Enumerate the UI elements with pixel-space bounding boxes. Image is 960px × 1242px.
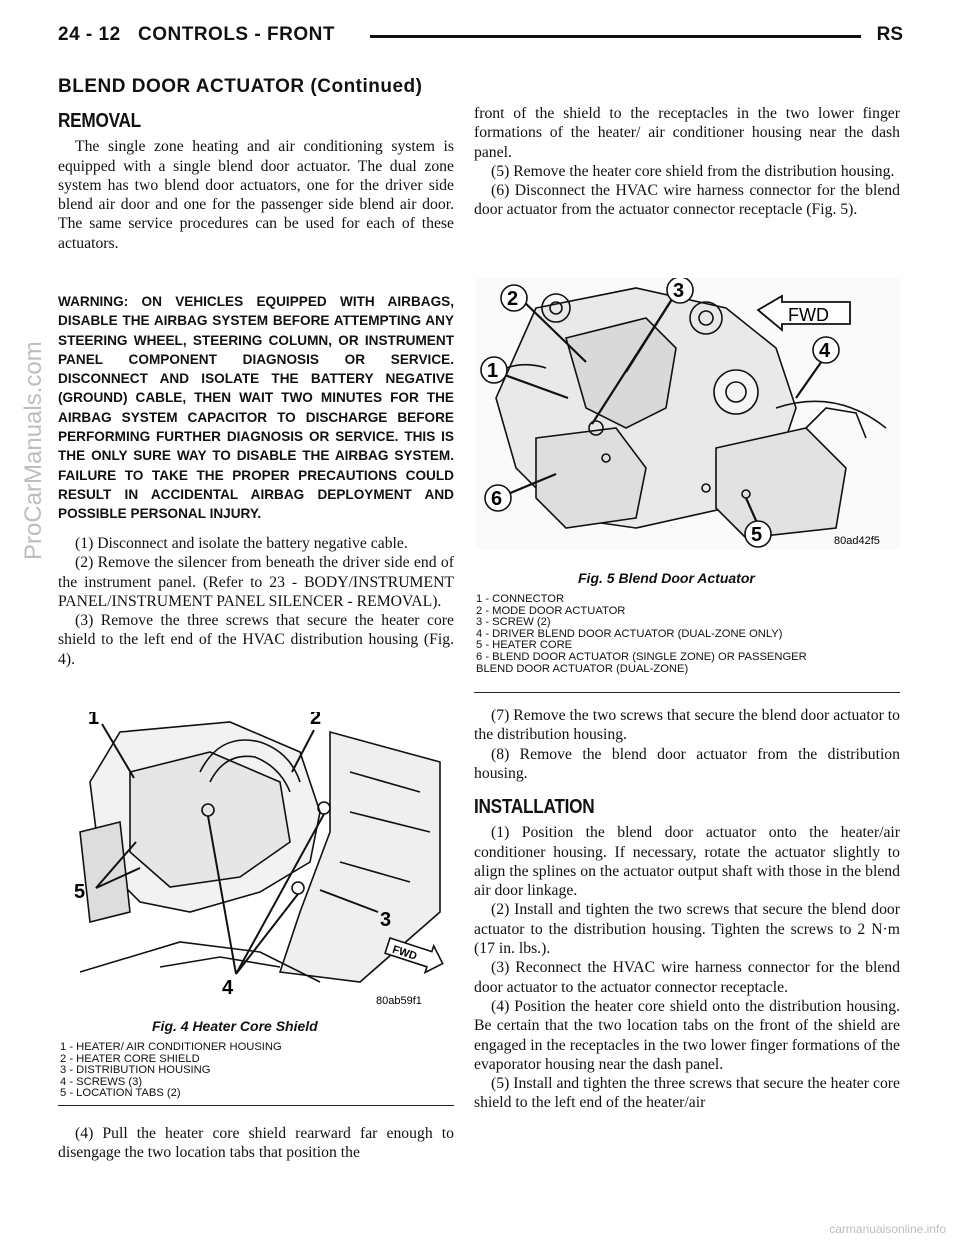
fig4-rule bbox=[58, 1105, 454, 1106]
callout-4: 4 bbox=[222, 977, 234, 999]
step4-continued: front of the shield to the receptacles in the two lower finger formations of the heater/ air conditioner housing near the dash panel. bbox=[474, 105, 900, 161]
header-rule bbox=[370, 35, 861, 38]
callout-5: 5 bbox=[74, 881, 86, 903]
legend-item: 4 - SCREWS (3) bbox=[60, 1075, 143, 1088]
page-label: 24 - 12 CONTROLS - FRONT bbox=[58, 24, 335, 45]
step-item: (4) Pull the heater core shield rearward far enough to disengage the two location tabs that position the bbox=[58, 1125, 454, 1162]
removal-final-steps bbox=[474, 706, 900, 783]
callout-3: 3 bbox=[673, 280, 685, 302]
fwd-label: FWD bbox=[788, 305, 829, 325]
legend-item: 1 - CONNECTOR bbox=[476, 593, 565, 605]
legend-item: 2 - MODE DOOR ACTUATOR bbox=[476, 604, 626, 617]
airbag-warning: WARNING: ON VEHICLES EQUIPPED WITH AIRBAGS, DISABLE THE AIRBAG SYSTEM BEFORE ATTEMPTING ANY STEERING WHEEL, STEERING COLUMN, OR INSTRUMENT PANEL COMPONENT DIAGNOSIS OR SERVICE. DISCONNECT AND ISOLATE THE BATTERY NEGATIVE (GROUND) CABLE, THEN WAIT TWO MINUTES FOR THE AIRBAG SYSTEM CAPACITOR TO DISCHARGE BEFORE PERFORMING FURTHER DIAGNOSIS OR SERVICE. THIS IS THE ONLY SURE WAY TO DISABLE THE AIRBAG SYSTEM. FAILURE TO TAKE THE PROPER PRECAUTIONS COULD RESULT IN ACCIDENTAL AIRBAG DEPLOYMENT AND POSSIBLE PERSONAL INJURY. bbox=[58, 294, 454, 522]
page-header bbox=[58, 24, 903, 52]
step-item: (4) Position the heater core shield onto the distribution housing. Be certain that the two location tabs on the front of the shield are engaged in the receptacles in the two lower finger formations of the evaporator housing near the dash panel. bbox=[474, 997, 900, 1073]
fig5-caption: Fig. 5 Blend Door Actuator bbox=[578, 570, 755, 586]
callout-3: 3 bbox=[380, 909, 392, 931]
step-item: (2) Install and tighten the two screws that secure the blend door actuator to the distribution housing. Tighten the screws to 2 N·m (17 in. lbs.). bbox=[474, 901, 900, 958]
legend-item: BLEND DOOR ACTUATOR (DUAL-ZONE) bbox=[476, 662, 689, 675]
step4-left bbox=[58, 1124, 454, 1163]
step-item: (8) Remove the blend door actuator from the distribution housing. bbox=[474, 745, 900, 782]
removal-column bbox=[58, 112, 454, 253]
page-title: BLEND DOOR ACTUATOR (Continued) bbox=[58, 76, 423, 97]
figure-code: 80ab59f1 bbox=[376, 995, 422, 1007]
side-watermark: ProCarManuals.com bbox=[20, 341, 47, 560]
step-item: (6) Disconnect the HVAC wire harness connector for the blend door actuator from the actuator connector receptacle (Fig. 5). bbox=[474, 182, 900, 219]
figure-heater-core-shield bbox=[60, 712, 452, 1008]
step-item: (5) Remove the heater core shield from the distribution housing. bbox=[491, 162, 895, 180]
callout-2: 2 bbox=[507, 288, 519, 310]
callout-2: 2 bbox=[310, 712, 322, 729]
installation-section bbox=[474, 798, 900, 1113]
removal-heading: REMOVAL bbox=[58, 110, 141, 132]
step-item: (7) Remove the two screws that secure the blend door actuator to the distribution housing. bbox=[474, 707, 900, 744]
model-code: RS bbox=[876, 24, 903, 45]
removal-intro: The single zone heating and air conditioning system is equipped with a single blend door actuator. The dual zone system has two blend door actuators, one for the driver side blend air door and one for the passenger side blend air door. The same service procedures can be used for each of these actuators. bbox=[58, 138, 454, 252]
step-item: (2) Remove the silencer from beneath the driver side end of the instrument panel. (Refer to 23 - BODY/INSTRUMENT PANEL/INSTRUMENT PANEL SILENCER - REMOVAL). bbox=[58, 554, 454, 610]
removal-continued bbox=[474, 104, 900, 220]
legend-item: 5 - LOCATION TABS (2) bbox=[60, 1087, 181, 1100]
footer-watermark: carmanualsonline.info bbox=[829, 1222, 946, 1236]
step-item: (3) Remove the three screws that secure the heater core shield to the left end of the HVAC distribution housing (Fig. 4). bbox=[58, 612, 454, 668]
installation-heading: INSTALLATION bbox=[474, 796, 595, 818]
step-item: (3) Reconnect the HVAC wire harness connector for the blend door actuator to the actuator connector receptacle. bbox=[474, 959, 900, 996]
step-item: (1) Position the blend door actuator onto the heater/air conditioner housing. If necessary, rotate the actuator slightly to align the splines on the actuator output shaft with those in the blend air door linkage. bbox=[474, 824, 900, 900]
legend-item: 5 - HEATER CORE bbox=[476, 639, 573, 652]
callout-4: 4 bbox=[819, 340, 831, 362]
section-name: CONTROLS - FRONT bbox=[138, 24, 335, 45]
step-item: (5) Install and tighten the three screws that secure the heater core shield to the left end of the heater/air bbox=[474, 1075, 900, 1112]
figure-code: 80ad42f5 bbox=[834, 535, 880, 547]
fig5-legend bbox=[476, 594, 807, 675]
legend-item: 1 - HEATER/ AIR CONDITIONER HOUSING bbox=[60, 1041, 282, 1053]
removal-steps bbox=[58, 534, 454, 669]
blend-door-actuator-illustration bbox=[476, 278, 900, 550]
callout-1: 1 bbox=[487, 360, 499, 382]
legend-item: 4 - DRIVER BLEND DOOR ACTUATOR (DUAL-ZONE ONLY) bbox=[476, 627, 783, 640]
step-item: (1) Disconnect and isolate the battery negative cable. bbox=[75, 535, 408, 552]
callout-5: 5 bbox=[751, 524, 763, 546]
fwd-label: FWD bbox=[390, 943, 419, 963]
legend-item: 6 - BLEND DOOR ACTUATOR (SINGLE ZONE) OR PASSENGER bbox=[476, 650, 807, 663]
legend-item: 3 - SCREW (2) bbox=[476, 616, 551, 629]
fig4-caption: Fig. 4 Heater Core Shield bbox=[152, 1018, 318, 1034]
heater-core-shield-illustration bbox=[60, 712, 452, 1008]
figure-blend-door-actuator bbox=[476, 278, 900, 550]
callout-6: 6 bbox=[491, 488, 503, 510]
legend-item: 2 - HEATER CORE SHIELD bbox=[60, 1052, 200, 1065]
callout-1: 1 bbox=[88, 712, 100, 729]
fig4-legend bbox=[60, 1042, 282, 1100]
fig5-rule bbox=[474, 692, 900, 693]
legend-item: 3 - DISTRIBUTION HOUSING bbox=[60, 1064, 211, 1077]
